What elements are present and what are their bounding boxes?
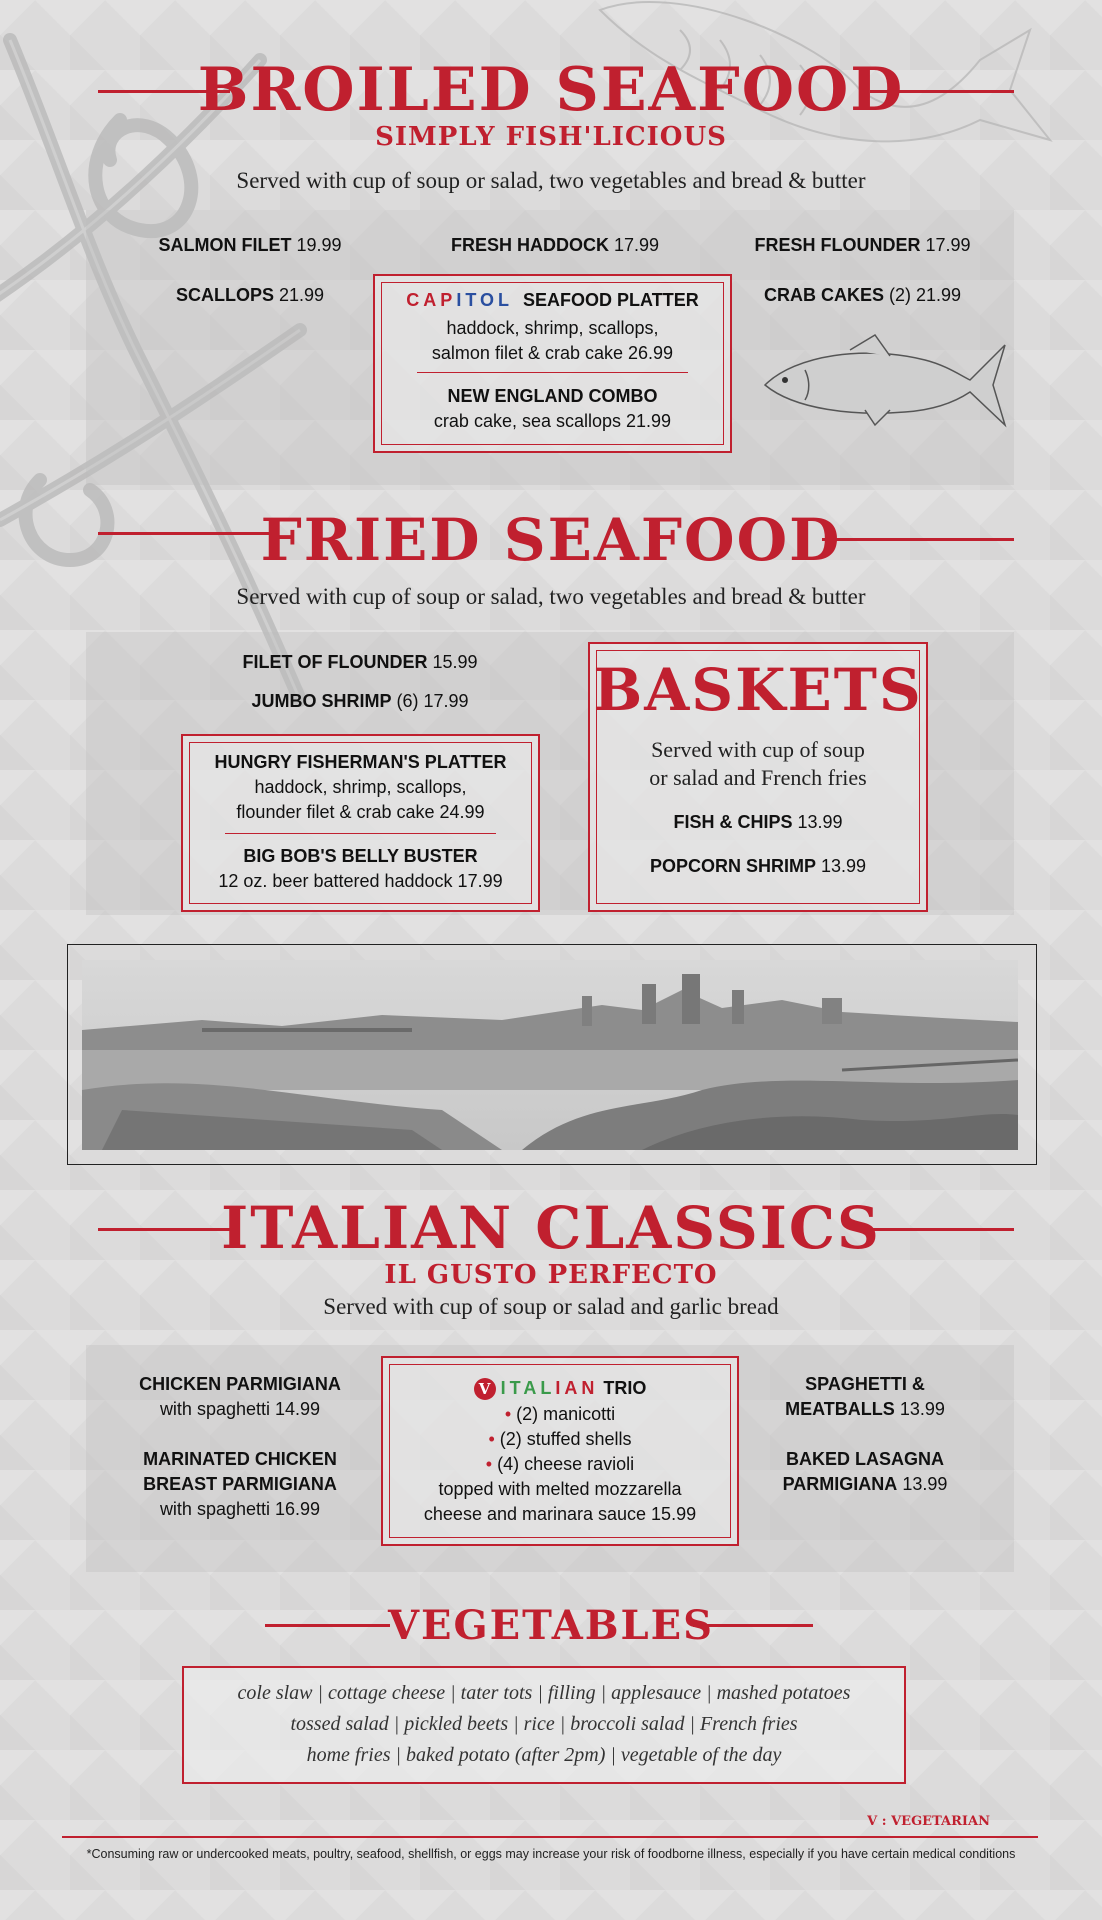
capitol-platter-box bbox=[373, 274, 732, 453]
food-safety-disclaimer: *Consuming raw or undercooked meats, poultry, seafood, shellfish, or eggs may increase your risk of foodborne illness, especially if you have certain medical conditions bbox=[86, 1847, 1016, 1861]
item-name: MARINATED CHICKEN bbox=[143, 1449, 337, 1469]
vegetables-line: tossed salad | pickled beets | rice | broccoli salad | French fries bbox=[290, 1713, 798, 1735]
item-desc: with spaghetti 14.99 bbox=[159, 1399, 321, 1419]
footer-rule bbox=[62, 1836, 1038, 1838]
fish-icon bbox=[755, 330, 1015, 430]
fried-note: Served with cup of soup or salad, two vegetables and bread & butter bbox=[236, 584, 866, 609]
menu-item-jumbo-shrimp bbox=[210, 689, 510, 714]
item-price: (6) 17.99 bbox=[396, 691, 469, 711]
item-name: BAKED LASAGNA bbox=[785, 1449, 944, 1469]
item-price: 17.99 bbox=[925, 235, 971, 255]
hungry-fisherman-box bbox=[181, 734, 540, 912]
item-price: 13.99 bbox=[902, 1474, 948, 1494]
brand-letter: T bbox=[465, 290, 480, 310]
item-name: POPCORN SHRIMP bbox=[649, 856, 816, 876]
desc-line: haddock, shrimp, scallops, bbox=[446, 318, 659, 338]
baskets-note bbox=[590, 736, 926, 792]
item-price: (2) 21.99 bbox=[888, 285, 962, 305]
vegetables-title: VEGETABLES bbox=[387, 1602, 715, 1649]
item-price: 13.99 bbox=[821, 856, 867, 876]
brand-letter: A bbox=[423, 290, 441, 310]
trio-name: TRIO bbox=[603, 1378, 647, 1398]
word-letter: I bbox=[555, 1378, 565, 1398]
menu-item-haddock bbox=[420, 233, 690, 258]
trio-bullet: • (4) cheese ravioli bbox=[485, 1454, 635, 1474]
item-name: JUMBO SHRIMP bbox=[251, 691, 392, 711]
desc-line: salmon filet & crab cake 26.99 bbox=[431, 343, 674, 363]
bullet-text: (2) stuffed shells bbox=[499, 1429, 632, 1449]
item-name: CRAB CAKES bbox=[763, 285, 884, 305]
menu-item-flounder bbox=[730, 233, 995, 258]
menu-item-popcorn-shrimp bbox=[590, 856, 926, 877]
platter-name: SEAFOOD PLATTER bbox=[523, 290, 699, 310]
desc-line: haddock, shrimp, scallops, bbox=[254, 777, 467, 797]
divider bbox=[225, 833, 496, 834]
word-letter: A bbox=[564, 1378, 582, 1398]
platter-name: HUNGRY FISHERMAN'S PLATTER bbox=[214, 752, 507, 772]
note-line: Served with cup of soup bbox=[651, 737, 865, 762]
new-england-combo bbox=[375, 384, 730, 434]
item-name: SPAGHETTI & bbox=[805, 1374, 925, 1394]
item-price: 15.99 bbox=[432, 652, 478, 672]
word-letter: L bbox=[540, 1378, 556, 1398]
vegetarian-badge-icon: V bbox=[474, 1378, 496, 1400]
item-name: FISH & CHIPS bbox=[673, 812, 793, 832]
italian-title: ITALIAN CLASSICS bbox=[221, 1194, 881, 1262]
italian-note: Served with cup of soup or salad and garlic bread bbox=[323, 1294, 779, 1319]
divider bbox=[417, 372, 688, 373]
item-name: SCALLOPS bbox=[175, 285, 274, 305]
menu-item-crab-cakes bbox=[730, 283, 995, 308]
brand-letter: C bbox=[406, 290, 424, 310]
brand-letter: P bbox=[440, 290, 457, 310]
item-name: CHICKEN PARMIGIANA bbox=[139, 1374, 341, 1394]
item-name: MEATBALLS bbox=[785, 1399, 895, 1419]
combo-name: NEW ENGLAND COMBO bbox=[447, 386, 658, 406]
menu-item-baked-lasagna bbox=[745, 1447, 985, 1497]
vegetables-box bbox=[182, 1666, 906, 1784]
word-letter: I bbox=[500, 1378, 510, 1398]
vegetables-list bbox=[184, 1678, 904, 1771]
bullet-text: (4) cheese ravioli bbox=[497, 1454, 635, 1474]
combo-desc: crab cake, sea scallops 21.99 bbox=[433, 411, 672, 431]
italian-subtitle: IL GUSTO PERFECTO bbox=[384, 1260, 718, 1290]
capitol-platter-desc bbox=[375, 316, 730, 366]
menu-item-chicken-parmigiana bbox=[110, 1372, 370, 1422]
fried-title: FRIED SEAFOOD bbox=[260, 506, 842, 574]
item-name: SALMON FILET bbox=[158, 235, 292, 255]
trio-bullet: • (2) manicotti bbox=[504, 1404, 616, 1424]
city-river-photo bbox=[82, 960, 1018, 1150]
item-name: FRESH FLOUNDER bbox=[754, 235, 921, 255]
desc-line: topped with melted mozzarella bbox=[438, 1479, 682, 1499]
vegetables-line: cole slaw | cottage cheese | tater tots | filling | applesauce | mashed potatoes bbox=[237, 1682, 851, 1704]
trio-bullet: • (2) stuffed shells bbox=[488, 1429, 632, 1449]
menu-item-scallops bbox=[120, 283, 380, 308]
capitol-platter-heading bbox=[375, 290, 730, 311]
menu-item-filet-flounder bbox=[210, 650, 510, 675]
baskets-box bbox=[588, 642, 928, 912]
word-letter: T bbox=[509, 1378, 524, 1398]
item-name: PARMIGIANA bbox=[782, 1474, 898, 1494]
buster-desc: 12 oz. beer battered haddock 17.99 bbox=[218, 871, 503, 891]
hungry-fisherman-platter bbox=[183, 750, 538, 825]
word-letter: A bbox=[523, 1378, 541, 1398]
italian-trio-box bbox=[381, 1356, 739, 1546]
item-price: 21.99 bbox=[278, 285, 325, 305]
bullet-text: (2) manicotti bbox=[516, 1404, 616, 1424]
menu-item-salmon bbox=[120, 233, 380, 258]
note-line: or salad and French fries bbox=[649, 765, 867, 790]
vegetables-line: home fries | baked potato (after 2pm) | vegetable of the day bbox=[306, 1744, 782, 1766]
baskets-title: BASKETS bbox=[593, 656, 923, 724]
item-desc: with spaghetti 16.99 bbox=[159, 1499, 321, 1519]
brand-letter: I bbox=[456, 290, 466, 310]
item-price: 13.99 bbox=[899, 1399, 945, 1419]
item-price: 19.99 bbox=[296, 235, 342, 255]
brand-letter: O bbox=[480, 290, 499, 310]
menu-item-spaghetti-meatballs bbox=[745, 1372, 985, 1422]
item-price: 17.99 bbox=[613, 235, 660, 255]
desc-line: cheese and marinara sauce 15.99 bbox=[423, 1504, 697, 1524]
item-name: FRESH HADDOCK bbox=[450, 235, 609, 255]
item-price: 13.99 bbox=[797, 812, 843, 832]
italian-trio-desc bbox=[383, 1402, 737, 1527]
vegetarian-legend: V : VEGETARIAN bbox=[867, 1814, 990, 1829]
broiled-subtitle: SIMPLY FISH'LICIOUS bbox=[375, 122, 727, 152]
menu-item-fish-chips bbox=[590, 812, 926, 833]
item-name: FILET OF FLOUNDER bbox=[242, 652, 428, 672]
big-bobs-belly-buster bbox=[183, 844, 538, 894]
desc-line: flounder filet & crab cake 24.99 bbox=[236, 802, 485, 822]
word-letter: N bbox=[581, 1378, 599, 1398]
brand-letter: L bbox=[498, 290, 514, 310]
italian-trio-heading bbox=[383, 1376, 737, 1400]
buster-name: BIG BOB'S BELLY BUSTER bbox=[243, 846, 478, 866]
item-name: BREAST PARMIGIANA bbox=[143, 1474, 337, 1494]
menu-item-marinated-chicken bbox=[110, 1447, 370, 1522]
broiled-note: Served with cup of soup or salad, two vegetables and bread & butter bbox=[236, 168, 866, 193]
broiled-title: BROILED SEAFOOD bbox=[197, 55, 905, 125]
